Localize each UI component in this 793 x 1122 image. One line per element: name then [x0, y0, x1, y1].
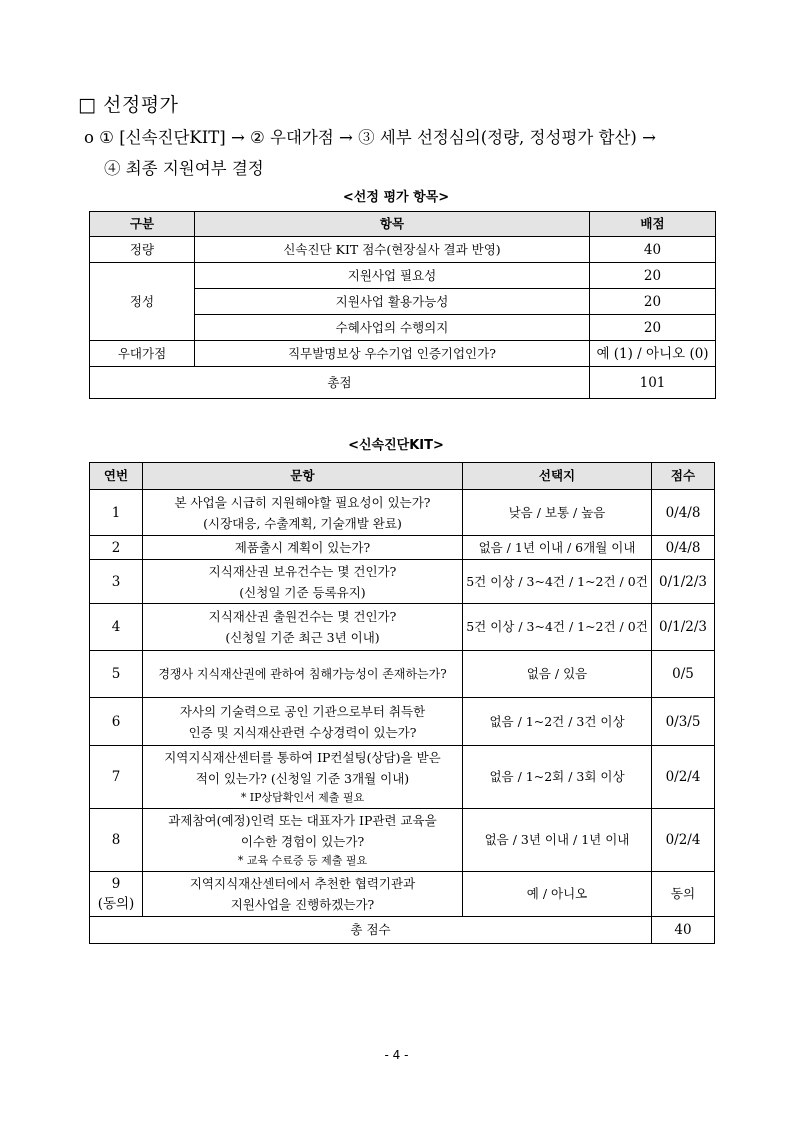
- question-note: * 교육 수료증 등 제출 필요: [237, 854, 368, 867]
- question-line-1: 경쟁사 지식재산권에 관하여 침해가능성이 존재하는가?: [158, 666, 447, 681]
- question-line-2: (시장대응, 수출계획, 기술개발 완료): [203, 515, 402, 531]
- header-category: 구분: [90, 212, 195, 237]
- choices-cell: 5건 이상 / 3~4건 / 1~2건 / 0건: [463, 604, 652, 651]
- question-cell: [143, 490, 463, 536]
- question-line-1: 제품출시 계획이 있는가?: [234, 540, 371, 555]
- question-cell: [143, 536, 463, 560]
- table-row: [90, 341, 716, 367]
- table-row: [90, 560, 715, 604]
- item-cell: 지원사업 필요성: [195, 263, 590, 289]
- total-value: 101: [590, 367, 716, 399]
- category-cell: 정성: [90, 263, 195, 341]
- quick-diagnosis-kit-table: [89, 462, 715, 944]
- points-cell: 0/1/2/3: [652, 560, 715, 604]
- row-number: 2: [90, 536, 143, 560]
- table-header-row: [90, 463, 715, 490]
- table-row: [90, 536, 715, 560]
- question-line-2: 이수한 경험이 있는가?: [240, 834, 365, 849]
- row-number: 4: [90, 604, 143, 651]
- question-line-2: 적이 있는가? (신청일 기준 3개월 이내): [195, 771, 410, 786]
- choices-cell: 없음 / 3년 이내 / 1년 이내: [463, 809, 652, 872]
- row-number-main: 9: [111, 876, 121, 892]
- process-line-2: ④ 최종 지원여부 결정: [104, 159, 264, 178]
- question-cell: [143, 604, 463, 651]
- score-cell: 40: [590, 237, 716, 263]
- question-line-2: 지원사업을 진행하겠는가?: [230, 897, 375, 912]
- table-row: [90, 263, 716, 289]
- header-question: 문항: [143, 463, 463, 490]
- choices-cell: 없음 / 1~2회 / 3회 이상: [463, 746, 652, 809]
- header-no: 연번: [90, 463, 143, 490]
- table1-caption: <선정 평가 항목>: [342, 190, 450, 205]
- question-line-2: (신청일 기준 등록유지): [239, 584, 366, 600]
- row-number: 8: [90, 809, 143, 872]
- total-value: 40: [652, 917, 715, 944]
- process-line-1: o ① [신속진단KIT] → ② 우대가점 → ③ 세부 선정심의(정량, 정성평가 합산) →: [84, 128, 656, 147]
- question-cell: [143, 560, 463, 604]
- question-line-1: 과제참여(예정)인력 또는 대표자가 IP관련 교육을: [168, 813, 437, 828]
- table-row: [90, 651, 715, 698]
- row-number: 7: [90, 746, 143, 809]
- points-cell: 0/4/8: [652, 536, 715, 560]
- table-row: [90, 746, 715, 809]
- table-row: [90, 698, 715, 746]
- page-number: - 4 -: [384, 1048, 409, 1062]
- choices-cell: 5건 이상 / 3~4건 / 1~2건 / 0건: [463, 560, 652, 604]
- item-cell: 수혜사업의 수행의지: [195, 315, 590, 341]
- question-cell: [143, 746, 463, 809]
- question-line-1: 지역지식재산센터에서 추천한 협력기관과: [189, 876, 416, 891]
- total-row: [90, 917, 715, 944]
- total-row: [90, 367, 716, 399]
- points-cell: 0/1/2/3: [652, 604, 715, 651]
- question-line-1: 지역지식재산센터를 통하여 IP컨설팅(상담)을 받은: [164, 750, 441, 765]
- row-number: [90, 872, 143, 917]
- table-header-row: [90, 212, 716, 237]
- table-row: [90, 604, 715, 651]
- question-note: * IP상담확인서 제출 필요: [240, 791, 365, 804]
- points-cell: 0/3/5: [652, 698, 715, 746]
- selection-criteria-table: [89, 211, 716, 399]
- choices-cell: 없음 / 1~2건 / 3건 이상: [463, 698, 652, 746]
- choices-cell: 없음 / 있음: [463, 651, 652, 698]
- question-line-1: 본 사업을 시급히 지원해야할 필요성이 있는가?: [174, 494, 431, 510]
- header-choices: 선택지: [463, 463, 652, 490]
- points-cell: 0/5: [652, 651, 715, 698]
- table-row: [90, 809, 715, 872]
- total-label: 총 점수: [90, 917, 652, 944]
- item-cell: 지원사업 활용가능성: [195, 289, 590, 315]
- choices-cell: 낮음 / 보통 / 높음: [463, 490, 652, 536]
- header-points: 점수: [652, 463, 715, 490]
- question-line-1: 지식재산권 출원건수는 몇 건인가?: [208, 609, 397, 624]
- table2-caption: <신속진단KIT>: [348, 438, 444, 453]
- score-cell: 20: [590, 315, 716, 341]
- question-line-2: 인증 및 지식재산관련 수상경력이 있는가?: [188, 724, 417, 740]
- row-number: 1: [90, 490, 143, 536]
- question-cell: [143, 872, 463, 917]
- table-row: [90, 490, 715, 536]
- choices-cell: 예 / 아니오: [463, 872, 652, 917]
- category-cell: 우대가점: [90, 341, 195, 367]
- score-cell: 20: [590, 263, 716, 289]
- question-cell: [143, 651, 463, 698]
- category-cell: 정량: [90, 237, 195, 263]
- item-cell: 신속진단 KIT 점수(현장실사 결과 반영): [195, 237, 590, 263]
- question-line-1: 자사의 기술력으로 공인 기관으로부터 취득한: [179, 703, 426, 719]
- row-number: 6: [90, 698, 143, 746]
- question-cell: [143, 809, 463, 872]
- item-cell: 직무발명보상 우수기업 인증기업인가?: [195, 341, 590, 367]
- score-cell: 20: [590, 289, 716, 315]
- question-line-2: (신청일 기준 최근 3년 이내): [225, 630, 380, 645]
- section-title: □ 선정평가: [78, 94, 179, 116]
- table-row: [90, 872, 715, 917]
- points-cell: 동의: [652, 872, 715, 917]
- row-number: 3: [90, 560, 143, 604]
- points-cell: 0/2/4: [652, 746, 715, 809]
- row-number-sub: (동의): [97, 896, 135, 912]
- table-row: [90, 237, 716, 263]
- score-cell: 예 (1) / 아니오 (0): [590, 341, 716, 367]
- question-line-1: 지식재산권 보유건수는 몇 건인가?: [208, 563, 397, 579]
- header-item: 항목: [195, 212, 590, 237]
- choices-cell: 없음 / 1년 이내 / 6개월 이내: [463, 536, 652, 560]
- points-cell: 0/2/4: [652, 809, 715, 872]
- header-score: 배점: [590, 212, 716, 237]
- total-label: 총점: [90, 367, 590, 399]
- row-number: 5: [90, 651, 143, 698]
- points-cell: 0/4/8: [652, 490, 715, 536]
- question-cell: [143, 698, 463, 746]
